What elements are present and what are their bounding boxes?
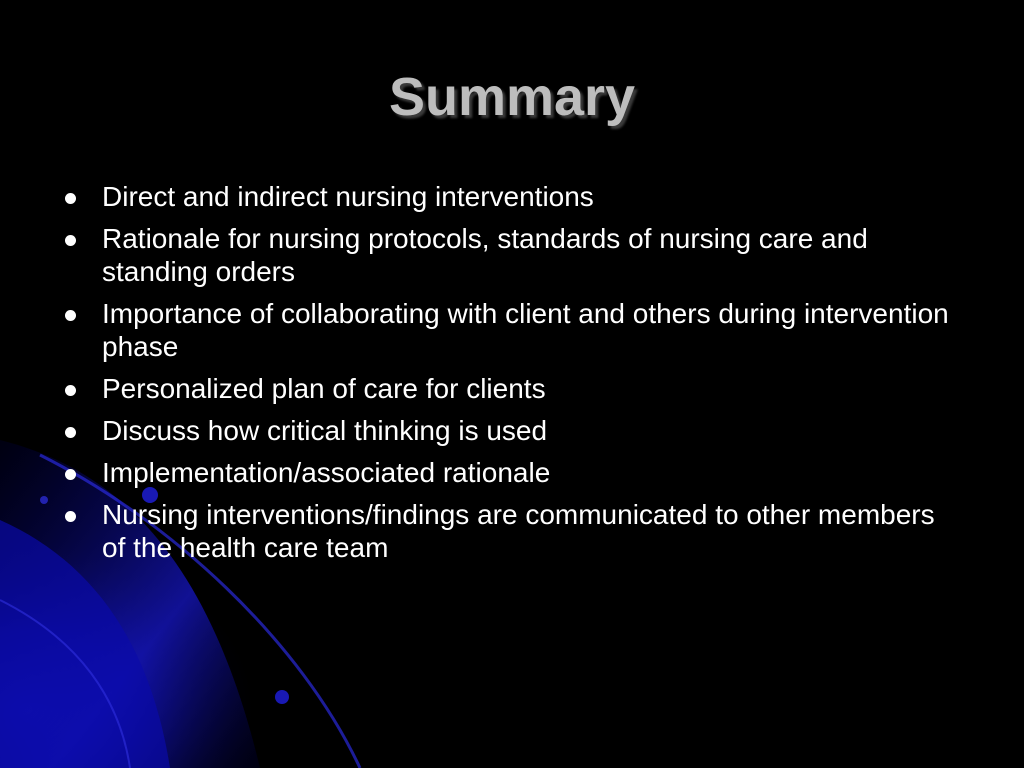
bullet-dot-icon: [65, 385, 76, 396]
bullet-dot-icon: [65, 469, 76, 480]
bullet-item: [62, 222, 962, 288]
bullet-item: [62, 297, 962, 363]
bullet-text: Direct and indirect nursing interventions: [102, 181, 594, 212]
slide-title: Summary: [388, 67, 636, 127]
bullet-text: Implementation/associated rationale: [102, 457, 551, 488]
bullet-text: Nursing interventions/findings are communicated to other members of the health care team: [102, 499, 935, 563]
bullet-text: Discuss how critical thinking is used: [102, 415, 548, 446]
bullet-dot-icon: [65, 235, 76, 246]
bullet-item: [62, 498, 962, 564]
bullet-dot-icon: [65, 511, 76, 522]
bullet-item: [62, 180, 962, 213]
decorative-dot: [40, 496, 48, 504]
bullet-text: Personalized plan of care for clients: [102, 373, 546, 404]
bullet-item: [62, 372, 962, 405]
bullet-item: [62, 456, 962, 489]
decorative-dot: [275, 690, 289, 704]
bullet-text: Importance of collaborating with client and others during intervention phase: [102, 298, 949, 362]
bullet-dot-icon: [65, 310, 76, 321]
bullet-dot-icon: [65, 427, 76, 438]
bullet-dot-icon: [65, 193, 76, 204]
bullet-list: [62, 180, 962, 573]
bullet-text: Rationale for nursing protocols, standards of nursing care and standing orders: [102, 223, 868, 287]
bullet-item: [62, 414, 962, 447]
